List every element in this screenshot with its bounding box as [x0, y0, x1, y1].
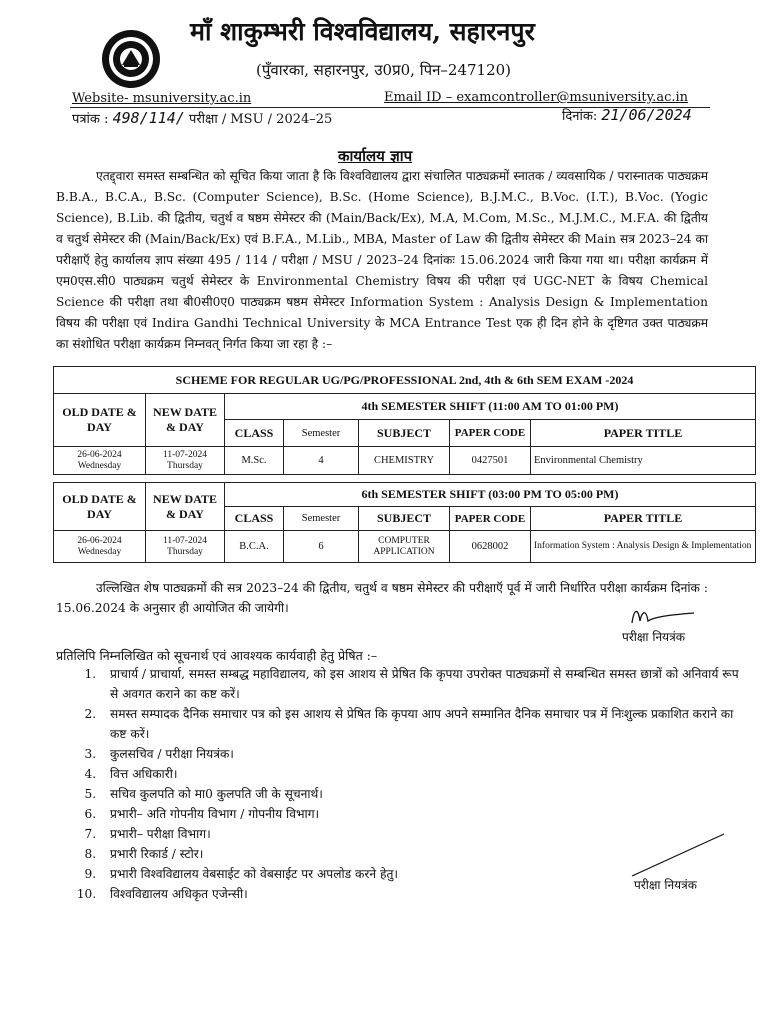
- col-old-date: OLD DATE & DAY: [54, 394, 146, 447]
- col-paper-code: PAPER CODE: [450, 507, 531, 531]
- col-paper-title: PAPER TITLE: [531, 420, 756, 447]
- col-class: CLASS: [225, 420, 284, 447]
- old-date-cell: 26-06-2024 Wednesday: [54, 531, 146, 563]
- ref-rest: परीक्षा / MSU / 2024–25: [188, 112, 333, 127]
- col-new-date: NEW DATE & DAY: [146, 394, 225, 447]
- ref-label: पत्रांक :: [72, 112, 109, 127]
- col-old-date: OLD DATE & DAY: [54, 483, 146, 531]
- subject-cell: CHEMISTRY: [359, 447, 450, 475]
- issue-date: [562, 106, 692, 124]
- new-date-cell: 11-07-2024 Thursday: [146, 531, 225, 563]
- col-semester: Semester: [284, 420, 359, 447]
- col-paper-title: PAPER TITLE: [531, 507, 756, 531]
- email-link[interactable]: Email ID – examcontroller@msuniversity.ac.in: [384, 90, 689, 105]
- list-item: 1. प्राचार्य / प्राचार्या, समस्त सम्बद्ध महाविद्यालय, को इस आशय से प्रेषित कि कृपया उपरोक्त पाठ्यक्रमों से सम्बन्धित समस्त छात्रों को अनिवार्य रूप से अवगत कराने का कष्ट करें।: [100, 664, 750, 704]
- list-item: 4. वित्त अधिकारी।: [100, 764, 750, 784]
- class-cell: B.C.A.: [225, 531, 284, 563]
- list-item: 3. कुलसचिव / परीक्षा नियत्रंक।: [100, 744, 750, 764]
- class-cell: M.Sc.: [225, 447, 284, 475]
- scheme-title: SCHEME FOR REGULAR UG/PG/PROFESSIONAL 2nd, 4th & 6th SEM EXAM -2024: [54, 367, 756, 394]
- list-item: 7. प्रभारी– परीक्षा विभाग।: [100, 824, 750, 844]
- closing-note: [56, 578, 708, 618]
- paper-title-cell: Environmental Chemistry: [531, 447, 756, 475]
- new-date-cell: 11-07-2024 Thursday: [146, 447, 225, 475]
- paper-code-cell: 0427501: [450, 447, 531, 475]
- table-row: [54, 447, 756, 475]
- notice-body: [56, 166, 708, 355]
- ref-handwritten: 498/114/: [112, 109, 185, 127]
- signature-stroke-icon: [628, 830, 728, 880]
- col-subject: SUBJECT: [359, 420, 450, 447]
- notice-heading: कार्यालय ज्ञाप: [338, 147, 413, 165]
- shift-label: 4th SEMESTER SHIFT (11:00 AM TO 01:00 PM): [225, 394, 756, 420]
- list-item: 8. प्रभारी रिकार्ड / स्टोर।: [100, 844, 750, 864]
- semester-cell: 4: [284, 447, 359, 475]
- closing-paragraph: उल्लिखित शेष पाठ्यक्रमों की सत्र 2023–24 की द्वितीय, चतुर्थ व षष्ठम सेमेस्टर की परीक्षाऍ पूर्व में जारी निर्धारित परीक्षा कार्यक्रम दिनांक : 15.06.2024 के अनुसार ही आयोजित की जायेगी।: [56, 581, 708, 615]
- paper-code-cell: 0628002: [450, 531, 531, 563]
- subject-cell: COMPUTER APPLICATION: [359, 531, 450, 563]
- signature-designation: परीक्षा नियत्रंक: [622, 630, 685, 644]
- reference-number: [72, 109, 332, 127]
- list-item: 2. समस्त सम्पादक दैनिक समाचार पत्र को इस आशय से प्रेषित कि कृपया आप अपने सम्मानित दैनिक समाचार पत्र में निःशुल्क प्रकाशित कराने का कष्ट करें।: [100, 704, 750, 744]
- list-item: 5. सचिव कुलपति को मा0 कुलपति जी के सूचनार्थ।: [100, 784, 750, 804]
- list-item: 9. प्रभारी विश्वविद्यालय वेबसाईट को वेबसाईट पर अपलोड करने हेतु।: [100, 864, 750, 884]
- date-handwritten: 21/06/2024: [601, 106, 692, 124]
- col-subject: SUBJECT: [359, 507, 450, 531]
- date-label: दिनांक:: [562, 109, 598, 124]
- list-item: 6. प्रभारी– अति गोपनीय विभाग / गोपनीय विभाग।: [100, 804, 750, 824]
- university-emblem-icon: [100, 28, 162, 90]
- col-semester: Semester: [284, 507, 359, 531]
- list-item: 10. विश्वविद्यालय अधिकृत एजेन्सी।: [100, 884, 750, 904]
- website-link[interactable]: Website- msuniversity.ac.in: [72, 91, 252, 106]
- shift-label: 6th SEMESTER SHIFT (03:00 PM TO 05:00 PM): [225, 483, 756, 507]
- schedule-table-6th-sem: [53, 482, 756, 563]
- signature-mark-icon: [628, 603, 698, 629]
- schedule-table-4th-sem: [53, 366, 756, 475]
- col-new-date: NEW DATE & DAY: [146, 483, 225, 531]
- notice-paragraph: एतद्द्वारा समस्त सम्बन्धित को सूचित किया जाता है कि विश्वविद्यालय द्वारा संचालित पाठ्यक्रमों स्नातक / व्यवसायिक / परास्नातक पाठ्यक्रम B.B.A., B.C.A., B.Sc. (Computer Science), B.Sc. (Home Science), B.J.M.C., B.Voc. (I.T.), B.Voc. (Yogic Science), B.Lib. की द्वितीय, चतुर्थ व षष्ठम सेमेस्टर की (Main/Back/Ex), M.A, M.Com, M.Sc., M.J.M.C., M.F.A. की द्वितीय व चतुर्थ सेमेस्टर की (Main/Back/Ex) एवं B.F.A., M.Lib., MBA, Master of Law की द्वितीय सेमेस्टर की Main सत्र 2023–24 का परीक्षाऍ हेतु कार्यालय ज्ञाप संख्या 495 / 114 / परीक्षा / MSU / 2023–24 दिनांकः 15.06.2024 जारी किया गया था। परीक्षा कार्यक्रम में एम0एस.सी0 पाठ्यक्रम चतुर्थ सेमेस्टर के Environmental Chemistry विषय की परीक्षा एवं UGC-NET के विषय Chemical Science की परीक्षा तथा बी0सी0ए0 पाठ्यक्रम षष्ठम सेमेस्टर Information System : Analysis Design & Implementation विषय की परीक्षा एवं Indira Gandhi Technical University के MCA Entrance Test एक ही दिन होने के दृष्टिगत उक्त पाठ्यक्रम का संशोधित परीक्षा कार्यक्रम निम्नवत् निर्गत किया जा रहा है :–: [56, 169, 708, 351]
- university-title: माँ शाकुम्भरी विश्वविद्यालय, सहारनपुर: [190, 17, 535, 46]
- old-date-cell: 26-06-2024 Wednesday: [54, 447, 146, 475]
- col-class: CLASS: [225, 507, 284, 531]
- col-paper-code: PAPER CODE: [450, 420, 531, 447]
- paper-title-cell: Information System : Analysis Design & Implementation: [531, 531, 756, 563]
- university-address: (पुँवारका, सहारनपुर, उ0प्र0, पिन–247120): [256, 61, 512, 79]
- table-row: [54, 531, 756, 563]
- copy-to-heading: प्रतिलिपि निम्नलिखित को सूचनार्थ एवं आवश्यक कार्यवाही हेतु प्रेषित :–: [56, 648, 378, 663]
- semester-cell: 6: [284, 531, 359, 563]
- signature-designation-2: परीक्षा नियत्रंक: [634, 878, 697, 892]
